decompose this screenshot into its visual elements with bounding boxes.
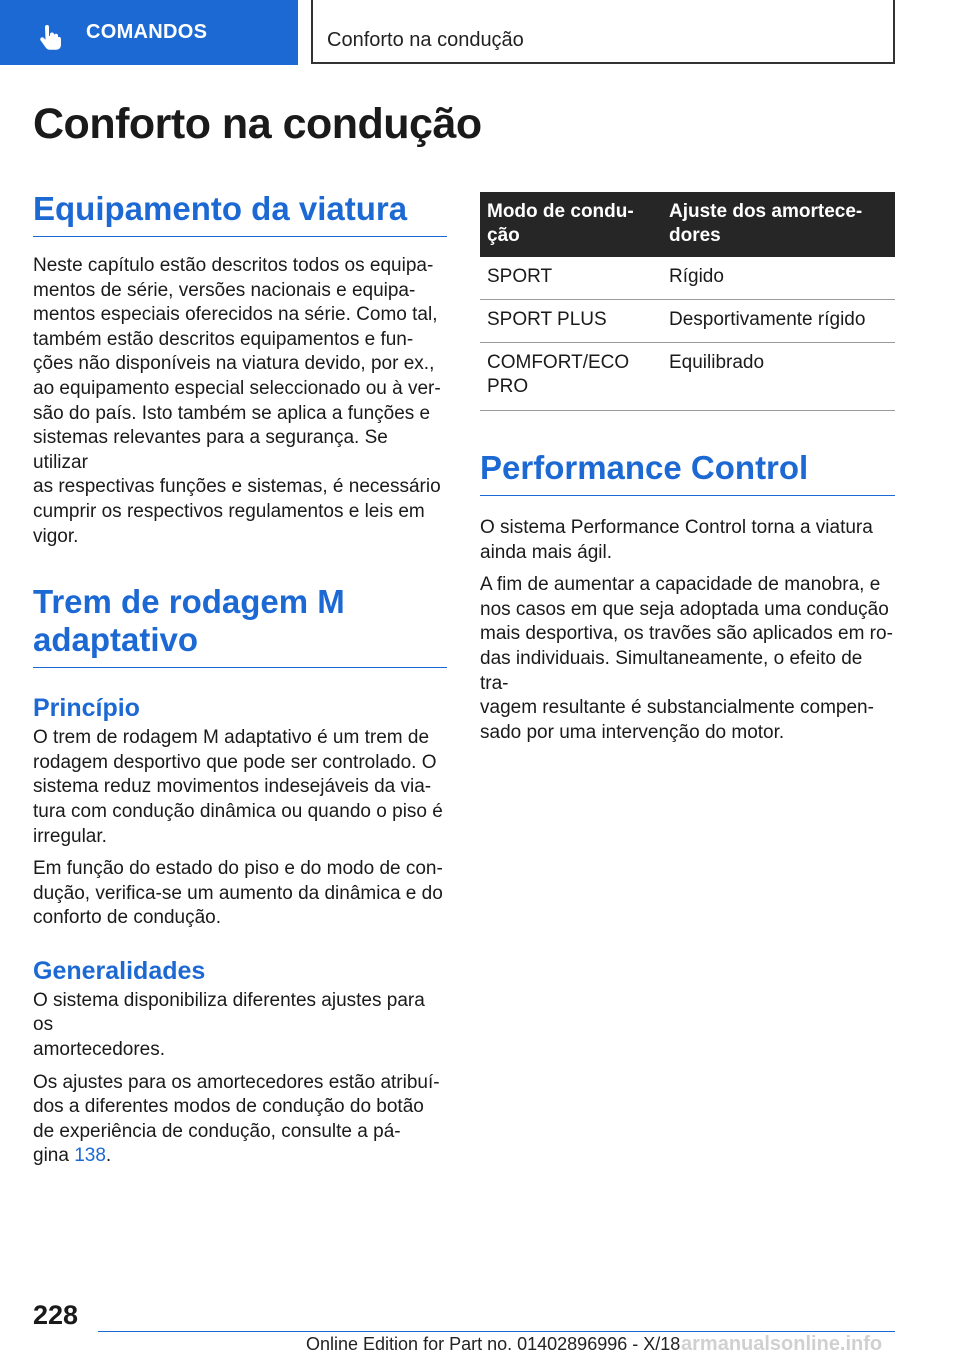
breadcrumb [311, 0, 895, 64]
text-line: mentos de série, versões nacionais e equipa- [33, 279, 416, 301]
text-line: nos casos em que seja adoptada uma condução [480, 598, 889, 620]
text-line: vigor. [33, 525, 79, 547]
header-line: Ajuste dos amortece- [669, 201, 863, 222]
text-line: O trem de rodagem M adaptativo é um trem de [33, 727, 430, 749]
table-header-cell [480, 192, 662, 257]
text-line: as respectivas funções e sistemas, é necessário [33, 476, 441, 498]
text-line: mais desportiva, os travões são aplicados em ro- [480, 623, 893, 645]
cell-text: SPORT PLUS [487, 309, 607, 330]
text-line: mentos especiais oferecidos na série. Como tal, [33, 304, 438, 326]
table-header-cell [662, 192, 895, 257]
heading-trem-de-rodagem [33, 583, 447, 668]
text-line: ainda mais ágil. [480, 541, 613, 563]
text-line: Os ajustes para os amortecedores estão atribuí- [33, 1071, 440, 1093]
generalidades-paragraph-1 [33, 989, 447, 1063]
breadcrumb-text: Conforto na condução [327, 29, 524, 51]
hand-pointer-icon [36, 24, 64, 52]
edition-text: Online Edition for Part no. 01402896996 - X/18 [306, 1334, 681, 1354]
heading-equipamento: Equipamento da viatura [33, 190, 447, 237]
cell-text: Equilibrado [669, 352, 765, 373]
text-line: rodagem desportivo que pode ser controlado. O [33, 751, 437, 773]
page-number: 228 [33, 1300, 79, 1330]
table-header-row [480, 192, 895, 257]
table-cell [480, 343, 662, 411]
header-line: ção [487, 225, 520, 246]
subheading-principio: Princípio [33, 694, 140, 723]
text-line: tura com condução dinâmica ou quando o piso é [33, 800, 443, 822]
heading-line: adaptativo [33, 621, 199, 659]
header-line: dores [669, 225, 721, 246]
generalidades-paragraph-2 [33, 1071, 447, 1169]
text-line: irregular. [33, 825, 107, 847]
footer-divider [98, 1331, 895, 1332]
intro-paragraph [33, 254, 447, 549]
performance-paragraph-1 [480, 516, 895, 565]
text-line: sistema reduz movimentos indesejáveis da via- [33, 776, 432, 798]
text-line: A fim de aumentar a capacidade de manobra, e [480, 574, 881, 596]
page-title: Conforto na condução [33, 100, 482, 148]
principio-paragraph-1 [33, 726, 447, 849]
page-reference-link[interactable]: 138 [74, 1145, 106, 1167]
cell-text: PRO [487, 376, 529, 397]
subheading-generalidades: Generalidades [33, 956, 206, 985]
table-row [480, 343, 895, 411]
cell-text: SPORT [487, 266, 553, 287]
text-line: gina [33, 1145, 75, 1167]
text-line: sado por uma intervenção do motor. [480, 721, 785, 743]
text-line: cumprir os respectivos regulamentos e leis em [33, 500, 425, 522]
text-line: O sistema Performance Control torna a viatura [480, 517, 873, 538]
table-cell [480, 257, 662, 300]
table-row [480, 300, 895, 343]
text-line: de experiência de condução, consulte a pá- [33, 1120, 401, 1142]
text-line: dos a diferentes modos de condução do botão [33, 1096, 424, 1118]
table-cell [662, 300, 895, 343]
text-line: ao equipamento especial seleccionado ou à ver- [33, 377, 441, 399]
performance-paragraph-2 [480, 573, 895, 745]
table-row [480, 257, 895, 300]
damper-settings-table [480, 192, 895, 411]
text-line: são do país. Isto também se aplica a funções e [33, 402, 431, 424]
heading-line: Trem de rodagem M [33, 583, 345, 621]
cell-text: COMFORT/ECO [487, 352, 630, 373]
text-line: das individuais. Simultaneamente, o efeito de tra- [480, 647, 863, 694]
right-column [480, 192, 895, 745]
text-line: também estão descritos equipamentos e fun- [33, 328, 414, 350]
text-line: ções não disponíveis na viatura devido, por ex., [33, 353, 435, 375]
table-cell [480, 300, 662, 343]
section-tab-label: COMANDOS [86, 21, 208, 43]
text-line: amortecedores. [33, 1039, 166, 1061]
header-line: Modo de condu- [487, 201, 634, 222]
left-column [33, 190, 447, 1169]
heading-performance-control: Performance Control [480, 449, 895, 496]
text-line: Neste capítulo estão descritos todos os equipa- [33, 255, 434, 276]
watermark: armanualsonline.info [681, 1333, 883, 1355]
principio-paragraph-2 [33, 857, 447, 931]
section-tab[interactable] [0, 0, 298, 65]
text-line: . [105, 1145, 112, 1167]
text-line: dução, verifica-se um aumento da dinâmica e do [33, 882, 443, 904]
table-cell [662, 343, 895, 411]
text-line: vagem resultante é substancialmente compen- [480, 697, 874, 719]
cell-text: Rígido [669, 266, 724, 287]
text-line: conforto de condução. [33, 907, 222, 929]
table-cell [662, 257, 895, 300]
cell-text: Desportivamente rígido [669, 309, 866, 330]
text-line: sistemas relevantes para a segurança. Se utilizar [33, 427, 388, 473]
text-line: O sistema disponibiliza diferentes ajustes para os [33, 989, 425, 1036]
text-line: Em função do estado do piso e do modo de con- [33, 858, 443, 880]
